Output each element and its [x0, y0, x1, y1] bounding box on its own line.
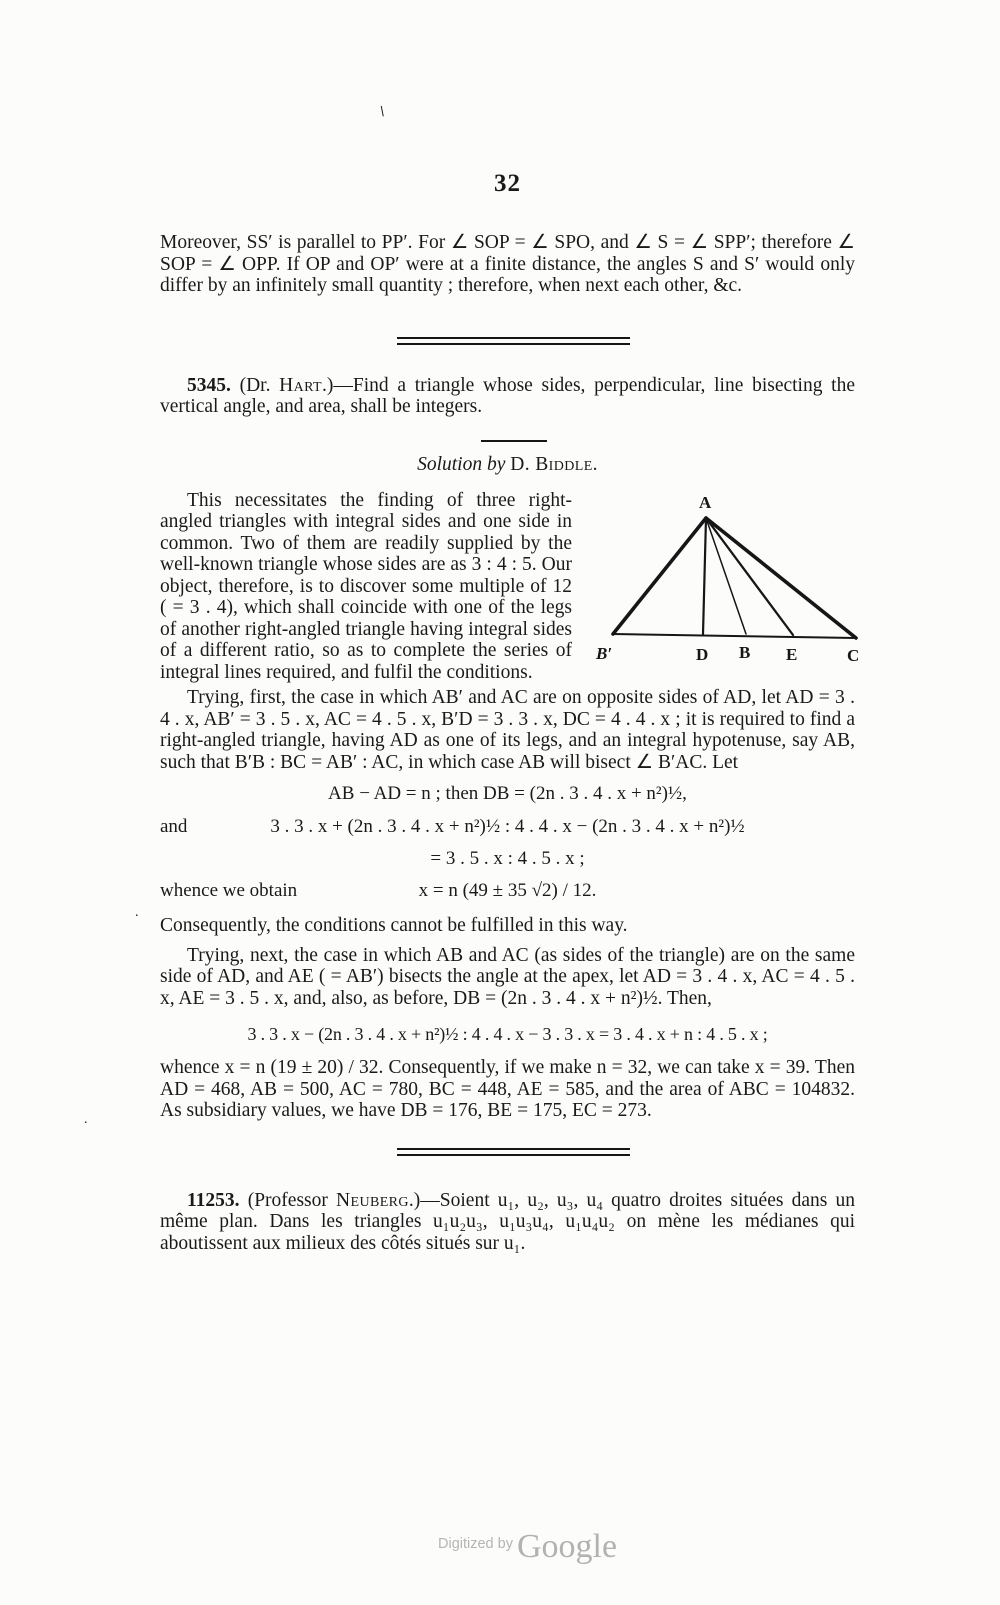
- equation-1: [160, 783, 855, 805]
- page-number: 32: [494, 170, 521, 197]
- scan-artifact-speck-2: .: [84, 1112, 88, 1127]
- scan-artifact-speck: .: [135, 905, 139, 920]
- problem-5345-setter-prefix: (Dr.: [230, 374, 280, 396]
- triangle-base: [613, 634, 856, 638]
- equation-1-text: AB − AD = n ; then DB = (2n . 3 . 4 . x + n²)½,: [328, 783, 687, 804]
- solution-paragraph-3: Consequently, the conditions cannot be fulfilled in this way.: [160, 915, 628, 936]
- solution-divider: [481, 440, 547, 442]
- figure-label-b-prime: B′: [596, 643, 613, 663]
- equation-5-text: 3 . 3 . x − (2n . 3 . 4 . x + n²)½ : 4 . 4 . x − 3 . 3 . x = 3 . 4 . x + n : 4 . 5 . x ;: [247, 1024, 768, 1044]
- equation-2: [160, 816, 855, 838]
- solution-paragraph-5: whence x = n (19 ± 20) / 32. Consequently, if we make n = 32, we can take x = 39. Then AD = 468, AB = 500, AC = 780, BC = 448, AE = 585, and the area of ABC = 104832. As subsidiary values, we have DB = 176, BE = 175, EC = 273.: [160, 1057, 855, 1121]
- watermark: [438, 1528, 617, 1566]
- problem-11253-text: .)—Soient u₁, u₂, u₃, u₄ quatro droites situées dans un même plan. Dans les triangles u₁u₂u₃, u₁u₃u₄, u₁u₄u₂ on mène les médianes qui aboutissent aux milieux des côtés situés sur u₁.: [160, 1189, 855, 1254]
- equation-4-label: whence we obtain: [160, 880, 298, 901]
- figure-label-b: B: [739, 642, 751, 662]
- problem-11253-number: 11253.: [187, 1189, 240, 1211]
- problem-11253-setter-prefix: (Professor: [239, 1189, 337, 1211]
- equation-5: [160, 1023, 855, 1045]
- triangle-line-ad: [703, 518, 706, 634]
- solution-paragraph-1: This necessitates the finding of three right-angled triangles with integral sides and one side in common. Two of them are readily supplied by the well-known triangle whose sides are as 3 : 4 : 5. Our object, therefore, is to discover some multiple of 12 ( = 3 . 4), which shall coincide with one of the legs of another right-angled triangle having integral sides of a different ratio, so as to complete the series of integral lines required, and fulfil the conditions.: [160, 489, 572, 683]
- figure-label-c: C: [847, 645, 860, 664]
- problem-11253-statement: [160, 1190, 855, 1255]
- solver-name: D. Biddle.: [510, 453, 598, 475]
- figure-label-d: D: [696, 644, 709, 664]
- equation-2-label: and: [160, 816, 188, 837]
- problem-5345-number: 5345.: [187, 374, 231, 396]
- scan-artifact-tick: \: [378, 103, 386, 121]
- solution-body: [160, 489, 860, 684]
- equation-4-text: x = n (49 ± 35 √2) / 12.: [418, 880, 597, 901]
- triangle-figure: [586, 492, 863, 669]
- problem-5345-statement: [160, 375, 855, 418]
- equation-4: [160, 880, 855, 902]
- solution-byline: [160, 454, 855, 476]
- figure-label-a: A: [699, 492, 712, 512]
- section-divider-2: [397, 1148, 630, 1156]
- section-divider: [397, 337, 630, 345]
- triangle-diagram: [586, 492, 863, 664]
- solution-paragraph-4: Trying, next, the case in which AB and AC (as sides of the triangle) are on the same side of AD, and AE ( = AB′) bisects the angle at the apex, let AD = 3 . 4 . x, AC = 4 . 5 . x, AE = 3 . 5 . x, and, also, as before, DB = (2n . 3 . 4 . x + n²)½. Then,: [160, 944, 855, 1009]
- watermark-text: Digitized by: [438, 1536, 517, 1552]
- triangle-side-ab-prime: [613, 518, 706, 634]
- problem-11253-setter-name: Neuberg: [336, 1189, 409, 1211]
- equation-3: [160, 848, 855, 870]
- problem-5345-setter-name: Hart: [279, 374, 323, 396]
- problem-5345-text: .)—Find a triangle whose sides, perpendicular, line bisecting the vertical angle, and area, shall be integers.: [160, 374, 855, 417]
- solution-paragraph-2: Trying, first, the case in which AB′ and AC are on opposite sides of AD, let AD = 3 . 4 . x, AB′ = 3 . 5 . x, AC = 4 . 5 . x, B′D = 3 . 3 . x, DC = 4 . 4 . x ; it is required to find a right-angled triangle, having AD as one of its legs, and an integral hypotenuse, say AB, such that B′B : BC = AB′ : AC, in which case AB will bisect ∠ B′AC. Let: [160, 687, 855, 773]
- solution-by-label: Solution by: [417, 453, 506, 475]
- carryover-paragraph: Moreover, SS′ is parallel to PP′. For ∠ SOP = ∠ SPO, and ∠ S = ∠ SPP′; therefore ∠ SOP = ∠ OPP. If OP and OP′ were at a finite distance, the angles S and S′ would only differ by an infinitely small quantity ; therefore, when next each other, &c.: [160, 232, 855, 296]
- equation-3-text: = 3 . 5 . x : 4 . 5 . x ;: [430, 848, 585, 869]
- figure-label-e: E: [786, 644, 798, 664]
- equation-2-text: 3 . 3 . x + (2n . 3 . 4 . x + n²)½ : 4 . 4 . x − (2n . 3 . 4 . x + n²)½: [270, 816, 745, 837]
- google-logo: Google: [516, 1528, 618, 1565]
